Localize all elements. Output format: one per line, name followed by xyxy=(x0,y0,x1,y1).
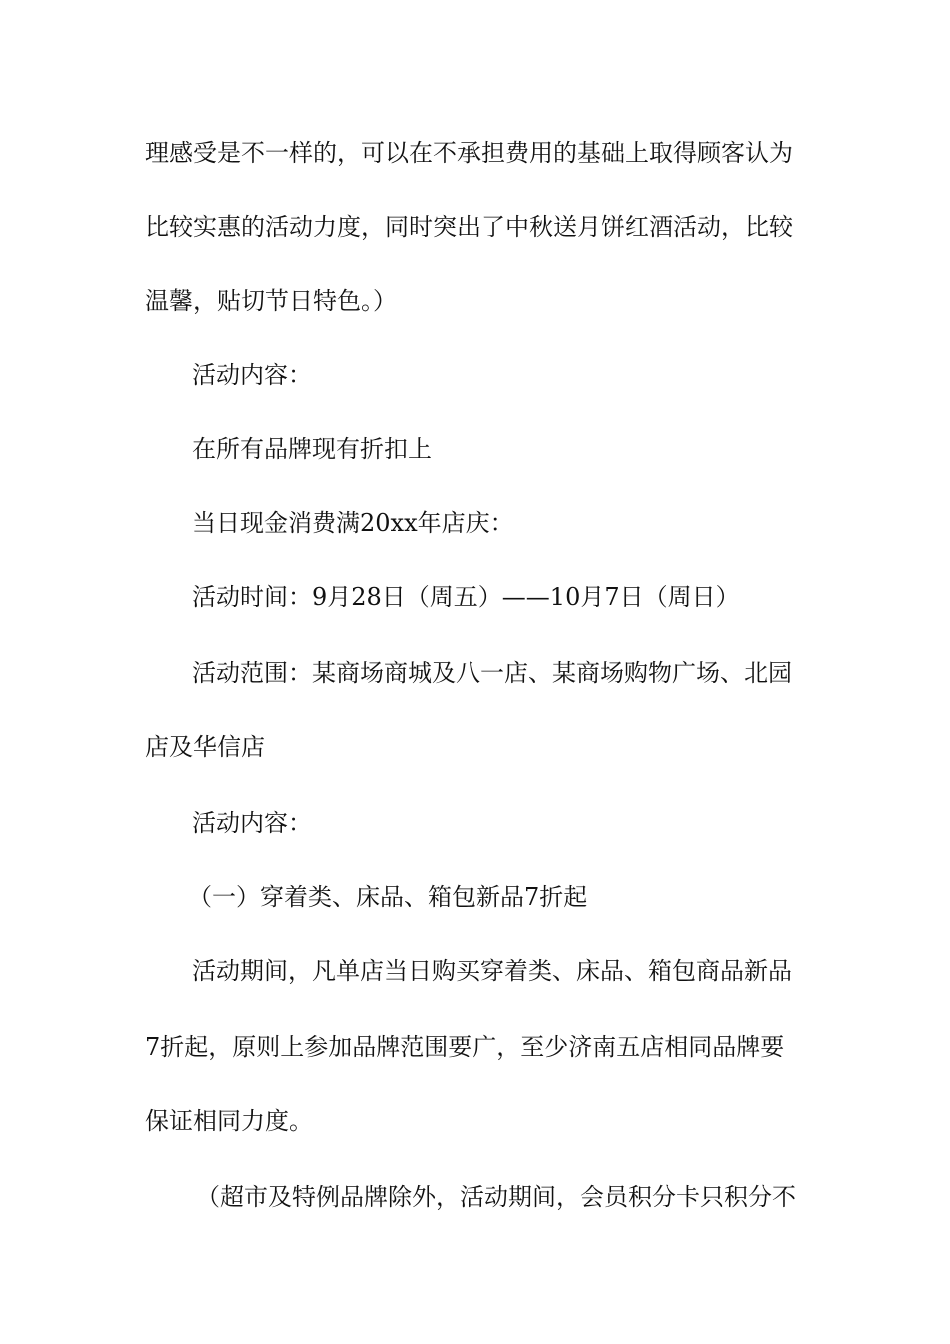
section-heading-activity-content: 活动内容： xyxy=(192,361,312,389)
body-line-2: 比较实惠的活动力度，同时突出了中秋送月饼红酒活动，比较 xyxy=(145,213,793,241)
body-line-activity-scope: 活动范围：某商场商城及八一店、某商场购物广场、北园 xyxy=(192,659,792,687)
body-line-discount: 在所有品牌现有折扣上 xyxy=(192,435,432,463)
body-line-1: 理感受是不一样的，可以在不承担费用的基础上取得顾客认为 xyxy=(145,139,793,167)
body-line-exceptions: （超市及特例品牌除外，活动期间，会员积分卡只积分不 xyxy=(196,1183,796,1211)
body-line-3: 温馨，贴切节日特色。） xyxy=(145,287,397,315)
section-heading-activity-content-2: 活动内容： xyxy=(192,809,312,837)
body-line-activity-scope-cont: 店及华信店 xyxy=(145,733,265,761)
subsection-heading-one: （一）穿着类、床品、箱包新品7折起 xyxy=(188,883,588,911)
body-line-period-1: 活动期间，凡单店当日购买穿着类、床品、箱包商品新品 xyxy=(192,957,792,985)
body-line-activity-time: 活动时间：9月28日（周五）——10月7日（周日） xyxy=(192,583,740,611)
body-line-anniversary: 当日现金消费满20xx年店庆： xyxy=(192,509,514,537)
body-line-period-3: 保证相同力度。 xyxy=(145,1107,313,1135)
body-line-period-2: 7折起，原则上参加品牌范围要广，至少济南五店相同品牌要 xyxy=(145,1033,785,1061)
